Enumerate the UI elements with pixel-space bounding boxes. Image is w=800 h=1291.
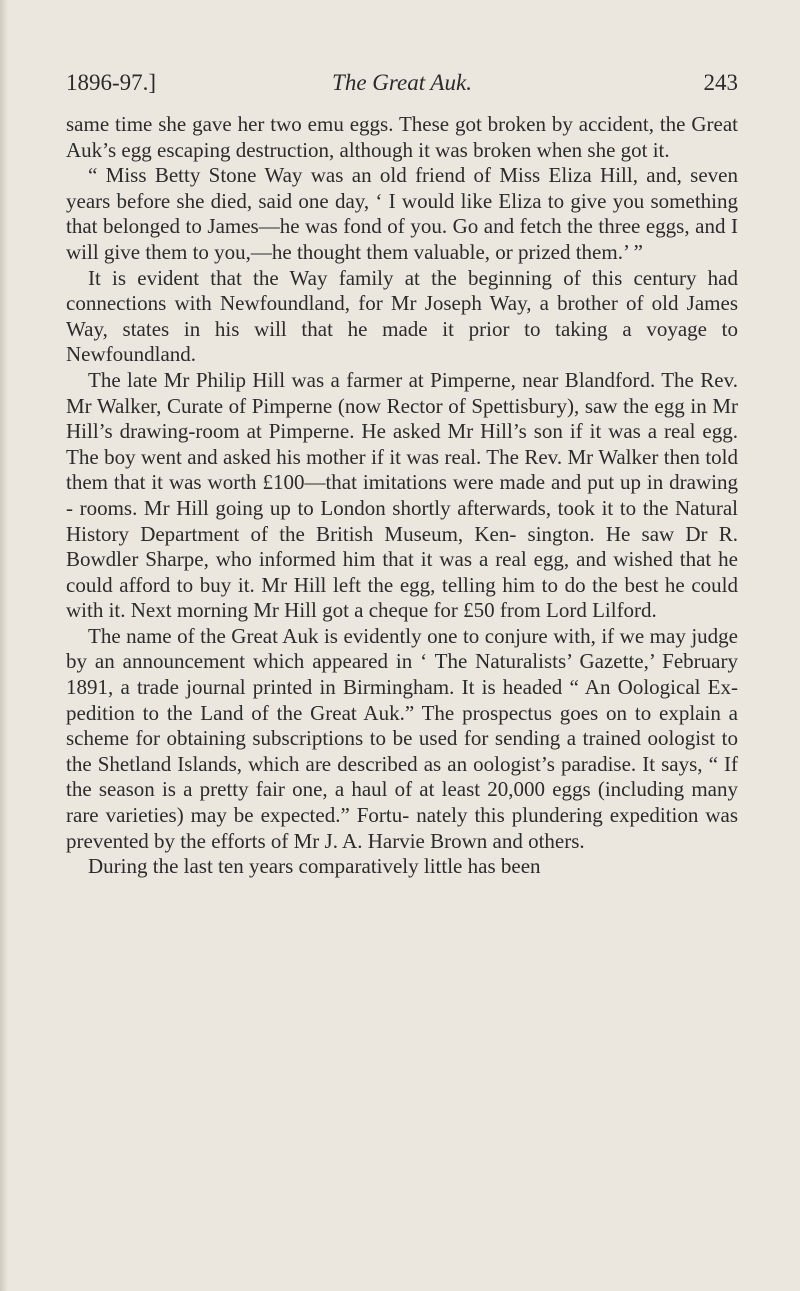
paragraph-continuation: same time she gave her two emu eggs. These got broken by accident, the Great Auk’s egg escaping destruction, although it was broken when she got it. (66, 112, 738, 162)
page-number: 243 (703, 70, 738, 95)
running-head-title: The Great Auk. (332, 70, 472, 95)
paragraph-quotation: “ Miss Betty Stone Way was an old friend of Miss Eliza Hill, and, seven years before she died, said one day, ‘ I would like Eliza to give you something that belonged to James—he was fond of you. Go and fetch the three eggs, and I will give them to you,—he thought them valuable, or prized them.’ ” (66, 163, 738, 264)
paragraph-naturalists-gazette: The name of the Great Auk is evidently one to conjure with, if we may judge by an announcement which appeared in ‘ The Naturalists’ Gazette,’ February 1891, a trade journal printed in Birmingham. It is headed “ An Oological Ex- pedition to the Land of the Great Auk.” The prospectus goes on to explain a scheme for obtaining subscriptions to be used for sending a trained oologist to the Shetland Islands, which are described as an oologist’s paradise. It says, “ If the season is a pretty fair one, a haul of at least 20,000 eggs (including many rare varieties) may be expected.” Fortu- nately this plundering expedition was prevented by the efforts of Mr J. A. Harvie Brown and others. (66, 623, 738, 853)
body-text (66, 112, 738, 880)
paragraph-way-family: It is evident that the Way family at the beginning of this century had connections with Newfoundland, for Mr Joseph Way, a brother of old James Way, states in his will that he made it prior to taking a voyage to Newfoundland. (66, 265, 738, 367)
paragraph-last-ten-years: During the last ten years comparatively little has been (88, 854, 541, 879)
running-head-years: 1896-97.] (66, 70, 157, 95)
running-head (66, 70, 738, 102)
paragraph-philip-hill: The late Mr Philip Hill was a farmer at Pimperne, near Blandford. The Rev. Mr Walker, Curate of Pimperne (now Rector of Spettisbury), saw the egg in Mr Hill’s drawing-room at Pimperne. He asked Mr Hill’s son if it was a real egg. The boy went and asked his mother if it was real. The Rev. Mr Walker then told them that it was worth £100—that imitations were made and put up in drawing - rooms. Mr Hill going up to London shortly afterwards, took it to the Natural History Department of the British Museum, Ken- sington. He saw Dr R. Bowdler Sharpe, who informed him that it was a real egg, and wished that he could afford to buy it. Mr Hill left the egg, telling him to do the best he could with it. Next morning Mr Hill got a cheque for £50 from Lord Lilford. (66, 367, 738, 623)
